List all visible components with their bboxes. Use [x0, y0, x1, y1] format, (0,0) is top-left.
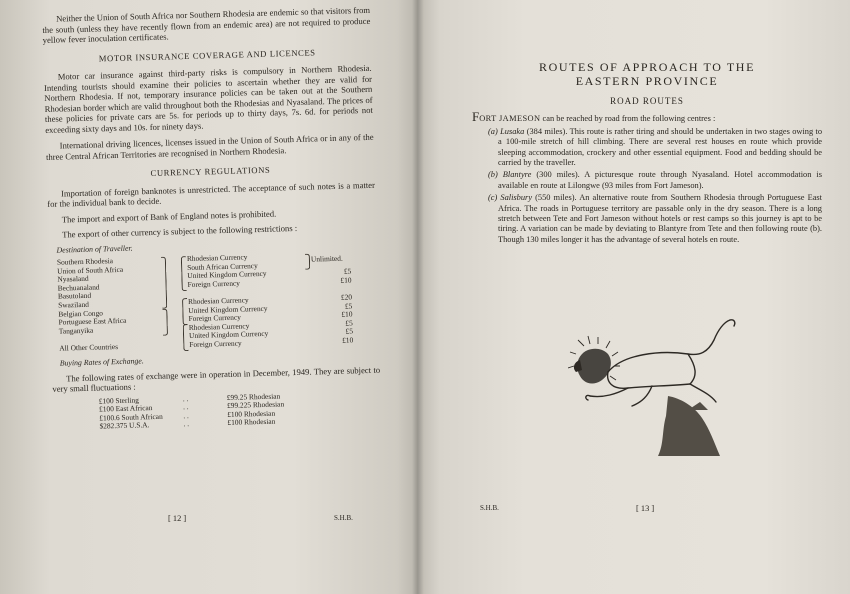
- currency-name: Foreign Currency: [188, 312, 242, 324]
- destination-item: Bechuanaland: [57, 282, 100, 293]
- currency-amount: £10: [342, 335, 354, 345]
- currency-name: Foreign Currency: [189, 338, 242, 350]
- rate-row: $282.375 U.S.A. . . £100 Rhodesian: [99, 416, 276, 431]
- inoculation-paragraph: Neither the Union of South Africa nor Southern Rhodesia are endemic so that visitors from the south (unless they have recently flown from an endemic area) are not required to produce yellow fever inoculation certificates.: [42, 4, 371, 45]
- left-page: [0, 0, 418, 594]
- page-title-line2: EASTERN PROVINCE: [575, 74, 719, 88]
- banknotes-paragraph: Importation of foreign banknotes is unrestricted. The acceptance of such notes is a matter for the individual bank to decide.: [47, 179, 376, 209]
- currency-bracket: [183, 324, 189, 351]
- motor-insurance-heading: MOTOR INSURANCE COVERAGE AND LICENCES: [98, 46, 316, 63]
- destination-item: Portuguese East Africa: [58, 315, 127, 327]
- lion-illustration: [568, 310, 748, 460]
- road-routes-heading: ROAD ROUTES: [610, 96, 684, 106]
- left-page-text: [42, 5, 382, 433]
- destination-item: Southern Rhodesia: [56, 256, 114, 267]
- rate-row: £100 Sterling . . £99.25 Rhodesian: [98, 391, 281, 406]
- currency-name: Rhodesian Currency: [187, 295, 249, 307]
- route-place: Salisbury: [500, 193, 533, 203]
- driving-licence-paragraph: International driving licences, licenses issued in the Union of South Africa or in any of the three Central African Territories are recognised in Northern Rhodesia.: [45, 131, 374, 162]
- currency-amount: Unlimited.: [310, 253, 343, 264]
- footer-initials: S.H.B.: [480, 504, 499, 512]
- currency-bracket: [181, 256, 187, 291]
- bank-of-england-paragraph: The import and export of Bank of England notes is prohibited.: [61, 208, 277, 225]
- right-page: [418, 0, 850, 594]
- rates-intro-paragraph: The following rates of exchange were in operation in December, 1949. They are subject to very small fluctuations :: [52, 364, 381, 394]
- currency-amount: £20: [340, 292, 353, 302]
- destination-item: All Other Countries: [59, 342, 119, 353]
- exchange-rates-table: [99, 389, 382, 431]
- book-gutter: [412, 0, 424, 594]
- page-title: ROUTES OF APPROACH TO THE: [538, 60, 756, 74]
- currency-name: United Kingdom Currency: [188, 303, 268, 315]
- footer-initials: S.H.B.: [334, 514, 353, 522]
- town-name: ORT JAMESON: [479, 114, 541, 124]
- currency-amount: £5: [344, 301, 353, 311]
- currency-amount: £5: [345, 318, 353, 328]
- rate-row: £100 East African . . £99.225 Rhodesian: [98, 399, 285, 414]
- currency-restrictions-table: [49, 250, 380, 355]
- currency-name: South African Currency: [186, 260, 258, 272]
- page-number: [ 12 ]: [168, 514, 187, 523]
- destination-item: Union of South Africa: [57, 264, 124, 276]
- export-paragraph: The export of other currency is subject to the following restrictions :: [62, 222, 298, 240]
- currency-amount: £10: [340, 275, 352, 285]
- group-bracket: [162, 309, 168, 336]
- currency-amount: £5: [345, 326, 354, 337]
- destination-item: Nyasaland: [57, 273, 89, 284]
- route-place: Blantyre: [502, 170, 532, 180]
- motor-insurance-paragraph: Motor car insurance against third-party risks is compulsory in Northern Rhodesia. Intending tourists should examine their policies to ascertain whether they are valid for Northern Rhodesia. If not, temporary insurance policies can be taken out at the Southern Rhodesian border which are valid throughout both the Rhodesias and Nyasaland. The prices of these policies for private cars are 5s. for periods up to thirty days, 7s. 6d. for periods not exceeding sixty days and 10s. for ninety days.: [43, 62, 373, 135]
- currency-name: Rhodesian Currency: [186, 252, 248, 264]
- rate-row: £100.6 South African . . £100 Rhodesian: [99, 408, 276, 423]
- drop-capital: F: [472, 109, 480, 125]
- right-page-text: [472, 60, 822, 247]
- currency-name: United Kingdom Currency: [187, 269, 267, 281]
- buying-rates-label: Buying Rates of Exchange.: [59, 356, 144, 368]
- currency-amount: £5: [343, 266, 352, 276]
- route-item: (b) Blantyre (300 miles). A picturesque route through Nyasaland. Hotel accommodation is available en route at Lilongwe (93 miles from Fort Jameson).: [488, 170, 823, 190]
- routes-intro: FORT JAMESON can be reached by road from the following centres :: [472, 109, 716, 125]
- currency-bracket: [182, 298, 188, 325]
- page-number: [ 13 ]: [636, 504, 655, 513]
- destination-item: Belgian Congo: [58, 307, 104, 319]
- route-place: Lusaka: [500, 126, 525, 136]
- route-item: (c) Salisbury (550 miles). An alternative route from Southern Rhodesia through Portuguese East Africa. The roads in Portuguese territory are passable only in the dry season. There is a long stretch between Tete and Fort Jameson without hotels or rest camps so this journey is apt to be tiring. A variation can be made by deviating to Blantyre from Tete and then following route (b). Though 130 miles longer it has the advantage of several hotels en route.: [488, 193, 823, 244]
- destination-label: Destination of Traveller.: [56, 243, 133, 255]
- destination-item: Swaziland: [58, 299, 90, 310]
- destination-item: Tanganyika: [58, 325, 94, 336]
- currency-heading: CURRENCY REGULATIONS: [150, 164, 271, 179]
- currency-name: United Kingdom Currency: [188, 329, 269, 341]
- route-item: (a) Lusaka (384 miles). This route is rather tiring and should be undertaken in two stages owing to a 100-mile stretch of hill climbing. There are several rest houses en route which provide sleeping accommodation, crockery and other essential equipment. Food and bedding should be carried by the traveller.: [488, 126, 823, 168]
- currency-amount: £10: [341, 309, 353, 319]
- currency-name: Rhodesian Currency: [188, 321, 250, 332]
- destination-item: Basutoland: [57, 291, 92, 302]
- currency-name: Foreign Currency: [187, 278, 241, 289]
